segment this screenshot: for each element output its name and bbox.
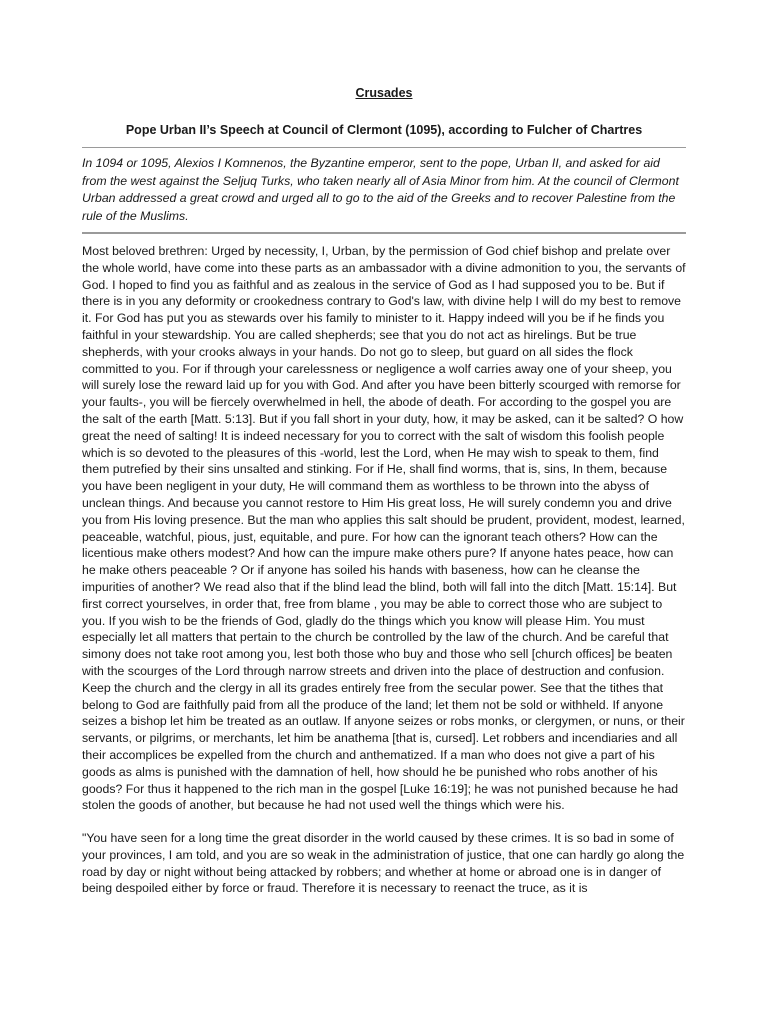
intro-paragraph: In 1094 or 1095, Alexios I Komnenos, the Byzantine emperor, sent to the pope, Urban II, and asked for aid from the west against the Seljuq Turks, who taken nearly all of Asia Minor from him. At the council of Clermont Urban addressed a great crowd and urged all to go to the aid of the Greeks and to recover Palestine from the rule of the Muslims. xyxy=(82,156,679,223)
document-title: Crusades xyxy=(355,86,413,100)
body-paragraph-2: "You have seen for a long time the great disorder in the world caused by these crimes. It is so bad in some of your provinces, I am told, and you are so weak in the administration of justice, that one can hardly go along the road by day or night without being attacked by robbers; and whether at home or abroad one is in danger of being despoiled either by force or fraud. Therefore it is necessary to reenact the truce, as it is xyxy=(82,831,685,896)
document-body xyxy=(82,84,686,897)
document-subtitle: Pope Urban II’s Speech at Council of Clermont (1095), according to Fulcher of Chartres xyxy=(125,123,643,137)
intro-bottom-divider xyxy=(82,232,686,234)
body-paragraph-1: Most beloved brethren: Urged by necessity, I, Urban, by the permission of God chief bishop and prelate over the whole world, have come into these parts as an ambassador with a divine admonition to you, the servants of God. I hoped to find you as faithful and as zealous in the service of God as I had supposed you to be. But if there is in you any deformity or crookedness contrary to God's law, with divine help I will do my best to remove it. For God has put you as stewards over his family to minister to it. Happy indeed will you be if he finds you faithful in your stewardship. You are called shepherds; see that you do not act as hirelings. But be true shepherds, with your crooks always in your hands. Do not go to sleep, but guard on all sides the flock committed to you. For if through your carelessness or negligence a wolf carries away one of your sheep, you will surely lose the reward laid up for you with God. And after you have been bitterly scourged with remorse for your faults-, you will be fiercely overwhelmed in hell, the abode of death. For according to the gospel you are the salt of the earth [Matt. 5:13]. But if you fall short in your duty, how, it may be asked, can it be salted? O how great the need of salting! It is indeed necessary for you to correct with the salt of wisdom this foolish people which is so devoted to the pleasures of this -world, lest the Lord, when He may wish to speak to them, find them putrefied by their sins unsalted and stinking. For if He, shall find worms, that is, sins, In them, because you have been negligent in your duty, He will command them as worthless to be thrown into the abyss of unclean things. And because you cannot restore to Him His great loss, He will surely condemn you and drive you from His loving presence. But the man who applies this salt should be prudent, provident, modest, learned, peaceable, watchful, pious, just, equitable, and pure. For how can the ignorant teach others? How can the licentious make others modest? And how can the impure make others pure? If anyone hates peace, how can he make others peaceable ? Or if anyone has soiled his hands with baseness, how can he cleanse the impurities of another? We read also that if the blind lead the blind, both will fall into the ditch [Matt. 15:14]. But first correct yourselves, in order that, free from blame , you may be able to correct those who are subject to you. If you wish to be the friends of God, gladly do the things which you know will please Him. You must especially let all matters that pertain to the church be controlled by the law of the church. And be careful that simony does not take root among you, lest both those who buy and those who sell [church offices] be beaten with the scourges of the Lord through narrow streets and driven into the place of destruction and confusion. Keep the church and the clergy in all its grades entirely free from the secular power. See that the tithes that belong to God are faithfully paid from all the produce of the land; let them not be sold or withheld. If anyone seizes a bishop let him be treated as an outlaw. If anyone seizes or robs monks, or clergymen, or nuns, or their servants, or pilgrims, or merchants, let him be anathema [that is, cursed]. Let robbers and incendiaries and all their accomplices be expelled from the church and anthematized. If a man who does not give a part of his goods as alms is punished with the damnation of hell, how should he be punished who robs another of his goods? For thus it happened to the rich man in the gospel [Luke 16:19]; he was not punished because he had stolen the goods of another, but because he had not used well the things which were his. xyxy=(82,244,686,813)
intro-top-divider xyxy=(82,147,686,148)
